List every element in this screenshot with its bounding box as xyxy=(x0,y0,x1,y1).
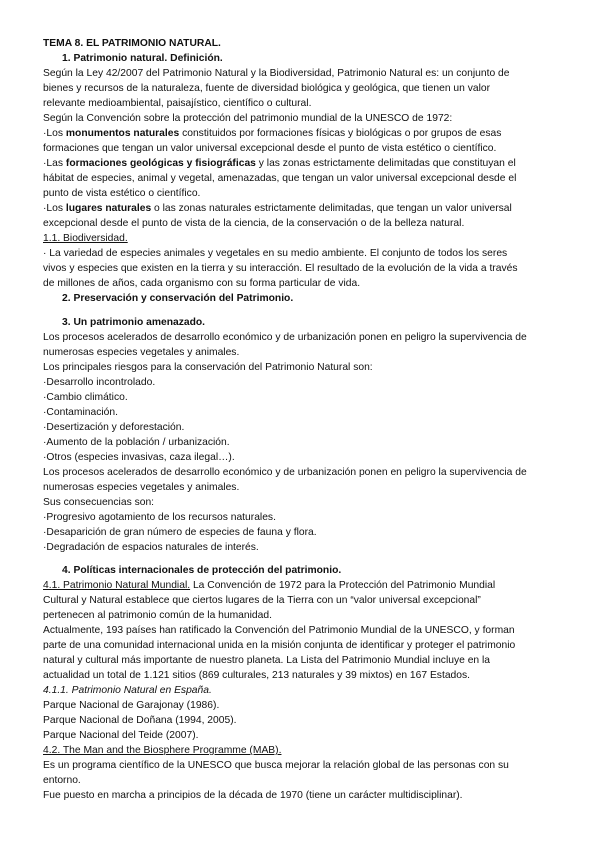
list-item: Parque Nacional de Doñana (1994, 2005). xyxy=(43,715,237,726)
section-4-1-1-heading: 4.1.1. Patrimonio Natural en España. xyxy=(43,685,212,696)
paragraph-line: entorno. xyxy=(43,775,81,786)
bullet-text: y las zonas estrictamente delimitadas que constituyan el xyxy=(255,158,516,169)
list-item: Parque Nacional de Garajonay (1986). xyxy=(43,700,220,711)
paragraph-line: pertenecen al patrimonio común de la humanidad. xyxy=(43,610,272,621)
paragraph-line: bienes y recursos de la naturaleza, fuente de diversidad biológica y geológica, que tienen un valor xyxy=(43,83,491,94)
bullet-text: o las zonas naturales estrictamente delimitadas, que tengan un valor universal xyxy=(151,203,512,214)
section-2-heading: 2. Preservación y conservación del Patrimonio. xyxy=(62,293,294,304)
paragraph-line: Es un programa científico de la UNESCO que busca mejorar la relación global de las personas con su xyxy=(43,760,509,771)
paragraph-line: Actualmente, 193 países han ratificado la Convención del Patrimonio Mundial de la UNESCO, y forman xyxy=(43,625,515,636)
list-item: ·Desarrollo incontrolado. xyxy=(43,377,156,388)
paragraph-line: Los principales riesgos para la conservación del Patrimonio Natural son: xyxy=(43,362,373,373)
bullet-monumentos xyxy=(43,126,501,141)
list-item: ·Desaparición de gran número de especies de fauna y flora. xyxy=(43,527,317,538)
bullet-formaciones xyxy=(43,156,516,171)
bold-term: monumentos naturales xyxy=(65,128,180,139)
section-4-1-line xyxy=(43,578,495,593)
list-item: Parque Nacional del Teide (2007). xyxy=(43,730,199,741)
section-4-heading: 4. Políticas internacionales de protección del patrimonio. xyxy=(62,565,342,576)
paragraph-line: excepcional desde el punto de vista de la ciencia, de la conservación o de la belleza natural. xyxy=(43,218,465,229)
paragraph-line: · La variedad de especies animales y vegetales en su medio ambiente. El conjunto de todos los seres xyxy=(43,248,508,259)
paragraph-line: Cultural y Natural establece que ciertos lugares de la Tierra con un “valor universal excepcional” xyxy=(43,595,481,606)
document-title: TEMA 8. EL PATRIMONIO NATURAL. xyxy=(43,38,221,49)
paragraph-line: Sus consecuencias son: xyxy=(43,497,155,508)
paragraph-line: punto de vista estético o científico. xyxy=(43,188,201,199)
paragraph-line: parte de una comunidad internacional unida en la misión conjunta de identificar y proteger el patrimonio xyxy=(43,640,516,651)
section-1-heading: 1. Patrimonio natural. Definición. xyxy=(62,53,223,64)
list-item: ·Otros (especies invasivas, caza ilegal…). xyxy=(43,452,235,463)
list-item: ·Progresivo agotamiento de los recursos naturales. xyxy=(43,512,276,523)
list-item: ·Aumento de la población / urbanización. xyxy=(43,437,230,448)
paragraph-line: numerosas especies vegetales y animales. xyxy=(43,482,240,493)
bullet-prefix: ·Los xyxy=(43,203,66,214)
bold-term: lugares naturales xyxy=(65,203,152,214)
paragraph-line: vivos y especies que existen en la tierra y su interacción. El resultado de la evolución de la vida a través xyxy=(43,263,518,274)
paragraph-line: hábitat de especies, animal y vegetal, amenazadas, que tengan un valor universal excepcional desde el xyxy=(43,173,517,184)
paragraph-line: Según la Convención sobre la protección del patrimonio mundial de la UNESCO de 1972: xyxy=(43,113,453,124)
paragraph-line: actualidad un total de 1.121 sitios (869 culturales, 213 naturales y 39 mixtos) en 167 Estados. xyxy=(43,670,471,681)
bullet-prefix: ·Las xyxy=(43,158,66,169)
paragraph-line: Los procesos acelerados de desarrollo económico y de urbanización ponen en peligro la supervivencia de xyxy=(43,332,527,343)
paragraph-line: numerosas especies vegetales y animales. xyxy=(43,347,240,358)
bullet-text: constituidos por formaciones físicas y biológicas o por grupos de esas xyxy=(179,128,502,139)
list-item: ·Cambio climático. xyxy=(43,392,128,403)
paragraph-line: relevante medioambiental, paisajístico, científico o cultural. xyxy=(43,98,312,109)
paragraph-line: Fue puesto en marcha a principios de la década de 1970 (tiene un carácter multidisciplinar). xyxy=(43,790,463,801)
section-3-heading: 3. Un patrimonio amenazado. xyxy=(62,317,206,328)
section-4-1-heading: 4.1. Patrimonio Natural Mundial. xyxy=(43,580,191,591)
paragraph-line: Según la Ley 42/2007 del Patrimonio Natural y la Biodiversidad, Patrimonio Natural es: un conjunto de xyxy=(43,68,510,79)
bullet-lugares xyxy=(43,201,512,216)
section-1-1-heading: 1.1. Biodiversidad. xyxy=(43,233,128,244)
list-item: ·Degradación de espacios naturales de interés. xyxy=(43,542,259,553)
paragraph-line: natural y cultural más importante de nuestro planeta. La Lista del Patrimonio Mundial incluye en la xyxy=(43,655,491,666)
paragraph-text: La Convención de 1972 para la Protección del Patrimonio Mundial xyxy=(190,580,496,591)
bullet-prefix: ·Los xyxy=(43,128,66,139)
paragraph-line: de millones de años, cada organismo con su forma particular de vida. xyxy=(43,278,361,289)
list-item: ·Contaminación. xyxy=(43,407,118,418)
paragraph-line: Los procesos acelerados de desarrollo económico y de urbanización ponen en peligro la supervivencia de xyxy=(43,467,527,478)
section-4-2-heading: 4.2. The Man and the Biosphere Programme (MAB). xyxy=(43,745,282,756)
bold-term: formaciones geológicas y fisiográficas xyxy=(65,158,256,169)
list-item: ·Desertización y deforestación. xyxy=(43,422,185,433)
paragraph-line: formaciones que tengan un valor universal excepcional desde el punto de vista estético o científico. xyxy=(43,143,497,154)
